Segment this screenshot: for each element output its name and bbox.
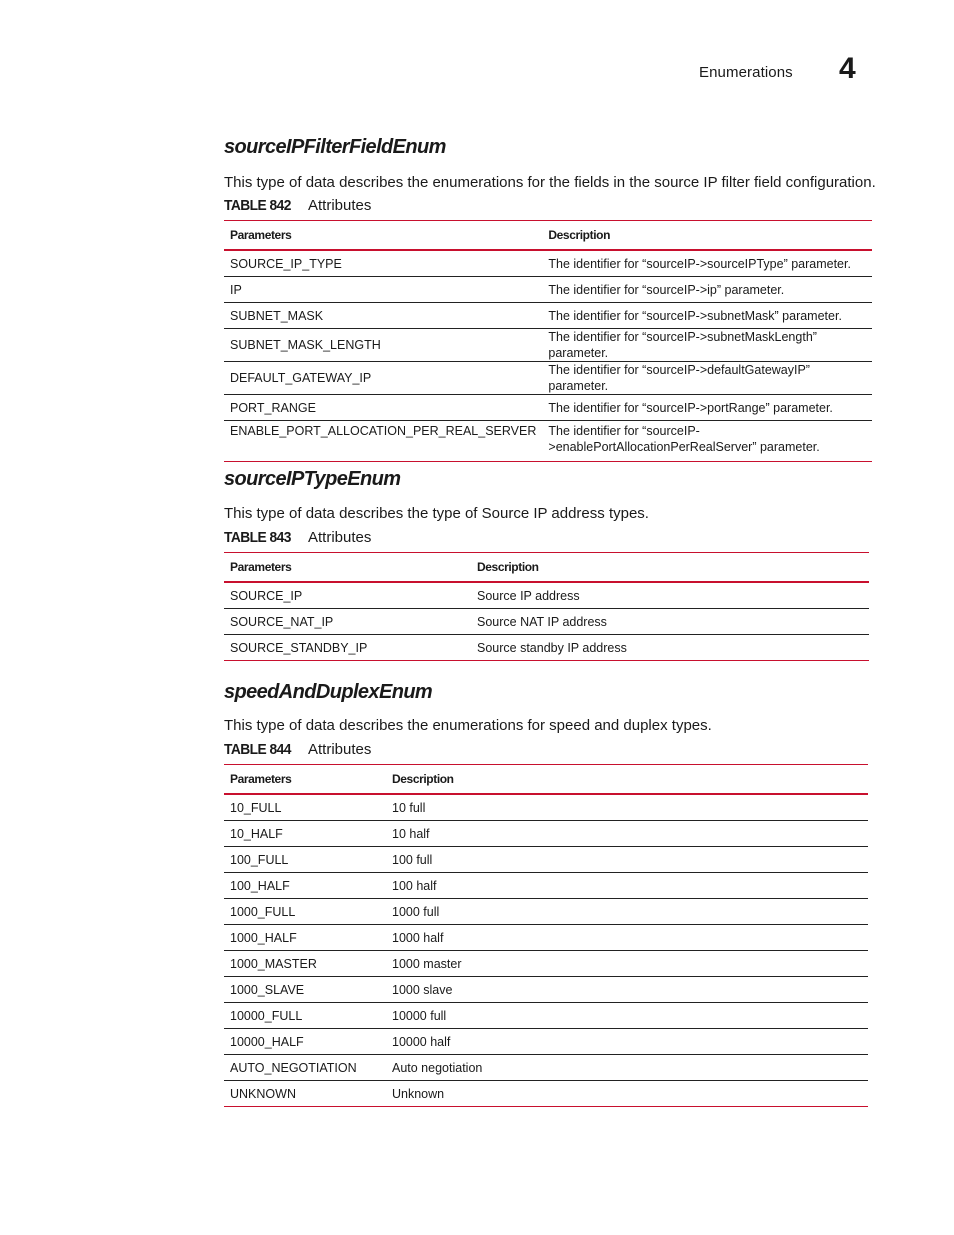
parameter-cell: ENABLE_PORT_ALLOCATION_PER_REAL_SERVER — [224, 421, 542, 462]
section-source-ip-filter-field-enum — [224, 135, 876, 462]
table-row — [224, 873, 868, 899]
description-cell: 10000 half — [386, 1029, 868, 1055]
parameter-cell: 100_FULL — [224, 847, 386, 873]
parameter-cell: PORT_RANGE — [224, 395, 542, 421]
section-speed-and-duplex-enum — [224, 680, 868, 1107]
column-header: Description — [542, 221, 872, 251]
attributes-table — [224, 220, 872, 462]
description-cell: The identifier for “sourceIP->defaultGatewayIP” parameter. — [542, 362, 872, 395]
table-row — [224, 395, 872, 421]
description-cell: Auto negotiation — [386, 1055, 868, 1081]
table-caption-text: Attributes — [308, 197, 372, 214]
parameter-cell: SOURCE_IP_TYPE — [224, 250, 542, 277]
table-header-row — [224, 765, 868, 795]
section-intro: This type of data describes the enumerations for the fields in the source IP filter field configuration. — [224, 174, 876, 191]
table-row — [224, 421, 872, 462]
parameter-cell: DEFAULT_GATEWAY_IP — [224, 362, 542, 395]
table-row — [224, 1055, 868, 1081]
table-row — [224, 847, 868, 873]
table-header-row — [224, 221, 872, 251]
description-cell: 100 full — [386, 847, 868, 873]
chapter-number: 4 — [839, 52, 856, 85]
section-intro: This type of data describes the type of Source IP address types. — [224, 505, 649, 522]
parameter-cell: 10000_HALF — [224, 1029, 386, 1055]
table-row — [224, 1029, 868, 1055]
table-row — [224, 609, 869, 635]
parameter-cell: 100_HALF — [224, 873, 386, 899]
table-row — [224, 925, 868, 951]
table-row — [224, 1081, 868, 1107]
parameter-cell: 1000_SLAVE — [224, 977, 386, 1003]
table-row — [224, 582, 869, 609]
parameter-cell: 10_FULL — [224, 794, 386, 821]
description-cell: The identifier for “sourceIP->portRange” parameter. — [542, 395, 872, 421]
parameter-cell: 1000_HALF — [224, 925, 386, 951]
table-row — [224, 250, 872, 277]
description-cell: The identifier for “sourceIP->sourceIPType” parameter. — [542, 250, 872, 277]
column-header: Parameters — [224, 765, 386, 795]
description-cell: 100 half — [386, 873, 868, 899]
parameter-cell: SOURCE_NAT_IP — [224, 609, 471, 635]
parameter-cell: UNKNOWN — [224, 1081, 386, 1107]
description-cell: 10000 full — [386, 1003, 868, 1029]
table-row — [224, 899, 868, 925]
table-row — [224, 329, 872, 362]
description-cell: 1000 master — [386, 951, 868, 977]
table-row — [224, 821, 868, 847]
table-row — [224, 977, 868, 1003]
table-row — [224, 1003, 868, 1029]
table-number: TABLE 843 — [224, 529, 291, 546]
description-cell: Source standby IP address — [471, 635, 869, 661]
description-cell: The identifier for “sourceIP->subnetMask” parameter. — [542, 303, 872, 329]
description-cell: Source IP address — [471, 582, 869, 609]
attributes-table — [224, 764, 868, 1107]
description-cell: 10 full — [386, 794, 868, 821]
section-title: sourceIPTypeEnum — [224, 468, 401, 490]
description-cell: Source NAT IP address — [471, 609, 869, 635]
table-row — [224, 303, 872, 329]
column-header: Parameters — [224, 553, 471, 583]
table-row — [224, 635, 869, 661]
parameter-cell: IP — [224, 277, 542, 303]
description-cell: 1000 full — [386, 899, 868, 925]
attributes-table — [224, 552, 869, 661]
column-header: Description — [471, 553, 869, 583]
table-caption-text: Attributes — [308, 741, 372, 758]
table-number: TABLE 842 — [224, 197, 291, 214]
table-caption — [224, 741, 868, 759]
parameter-cell: 1000_FULL — [224, 899, 386, 925]
description-cell: 1000 slave — [386, 977, 868, 1003]
description-cell: Unknown — [386, 1081, 868, 1107]
parameter-cell: 10000_FULL — [224, 1003, 386, 1029]
description-cell: The identifier for “sourceIP->subnetMaskLength” parameter. — [542, 329, 872, 362]
column-header: Parameters — [224, 221, 542, 251]
table-caption — [224, 529, 869, 547]
section-title: sourceIPFilterFieldEnum — [224, 136, 446, 158]
description-cell: The identifier for “sourceIP->ip” parameter. — [542, 277, 872, 303]
parameter-cell: AUTO_NEGOTIATION — [224, 1055, 386, 1081]
table-number: TABLE 844 — [224, 741, 291, 758]
section-title: speedAndDuplexEnum — [224, 681, 433, 703]
description-cell: 10 half — [386, 821, 868, 847]
parameter-cell: SOURCE_IP — [224, 582, 471, 609]
column-header: Description — [386, 765, 868, 795]
running-head-section-label: Enumerations — [699, 64, 793, 81]
table-header-row — [224, 553, 869, 583]
parameter-cell: SUBNET_MASK — [224, 303, 542, 329]
section-source-ip-type-enum — [224, 467, 869, 661]
description-cell: 1000 half — [386, 925, 868, 951]
parameter-cell: 1000_MASTER — [224, 951, 386, 977]
table-row — [224, 277, 872, 303]
table-caption-text: Attributes — [308, 529, 372, 546]
parameter-cell: SOURCE_STANDBY_IP — [224, 635, 471, 661]
parameter-cell: 10_HALF — [224, 821, 386, 847]
table-row — [224, 362, 872, 395]
parameter-cell: SUBNET_MASK_LENGTH — [224, 329, 542, 362]
table-row — [224, 951, 868, 977]
table-caption — [224, 197, 876, 215]
description-cell: The identifier for “sourceIP->enablePortAllocationPerRealServer” parameter. — [542, 421, 872, 462]
table-row — [224, 794, 868, 821]
section-intro: This type of data describes the enumerations for speed and duplex types. — [224, 717, 712, 734]
